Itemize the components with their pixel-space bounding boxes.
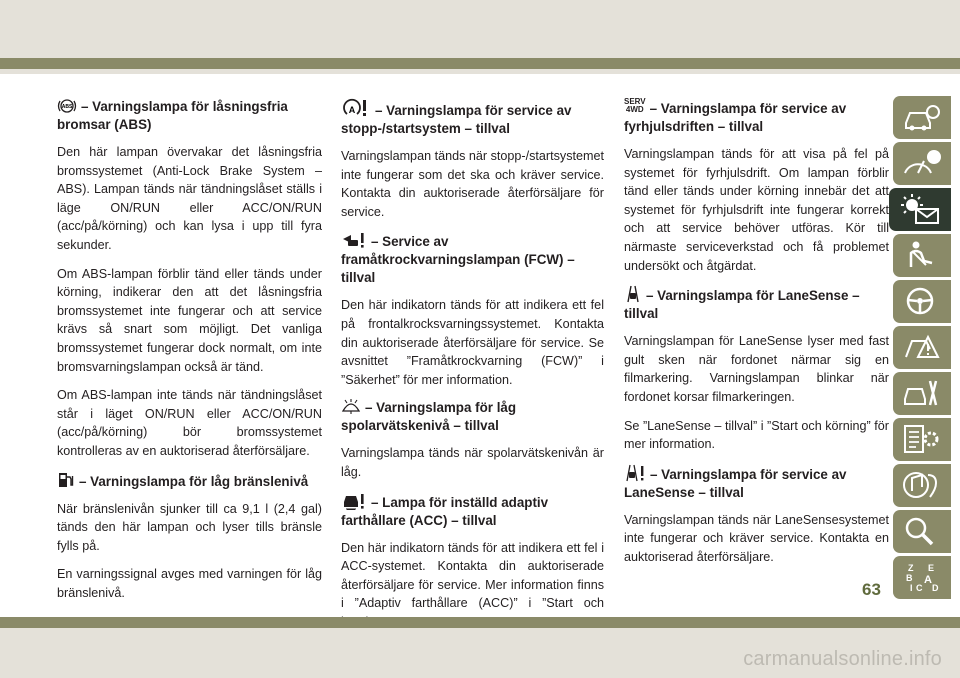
sidebar-tab-dashboard[interactable] (893, 142, 951, 185)
svg-text:A: A (348, 105, 356, 115)
serv-4wd-icon: SERV 4WD (624, 97, 646, 114)
sidebar-tab-lights-messages[interactable] (889, 188, 951, 231)
page-number: 63 (862, 580, 881, 599)
steering-wheel-icon (902, 285, 942, 317)
fuel-paragraph-2: En varningssignal avges med varningen för låg bränslenivå. (57, 567, 322, 600)
fcw-heading: – Service av framåtkrockvarningslampan (FCW) – tillval (341, 231, 604, 287)
fwd-heading: SERV 4WD – Varningslampa för service av fyrhjulsdriften – tillval (624, 97, 847, 134)
svg-text:E: E (928, 563, 935, 573)
sidebar-tab-emergency[interactable] (893, 326, 951, 369)
sidebar-tab-maintenance[interactable] (893, 372, 951, 415)
fuel-heading: – Varningslampa för låg bränslenivå (57, 471, 322, 491)
footer-stripe (0, 617, 960, 628)
fcw-paragraph-1: Den här indikatorn tänds för att indikera ett fel på frontalkrocksvarningssystemet. Kontakta din auktoriserade återförsäljare för service. Se avsnittet ”Framåtkrockvarning (FCW)” i ”Säkerhet” för mer information. (341, 298, 604, 387)
fwd-paragraph-1: Varningslampan tänds för att visa på fel på systemet för fyrhjulsdrift. Om lampan förblir tänd eller tänds under körning innebär det att systemet för fyrhjulsdrift inte fungerar korrekt och att service behöver utföras. Kör till närmaste serviceverkstad och få problemet undersökt och åtgärdat. (624, 147, 889, 273)
lanesense-service-icon (624, 464, 646, 482)
laneserv-paragraph-1: Varningslampan tänds när LaneSensesystemet inte fungerar och kräver service. Kontakta en auktoriserad återförsäljare. (624, 512, 889, 564)
abs-paragraph-3: Om ABS-lampan inte tänds när tändningslåset står i läget ON/RUN eller ACC/ON/RUN (acc/på/körning) bör bromssystemet kontrolleras av en auktoriserad återförsäljare. (57, 388, 322, 458)
lane-heading: – Varningslampa för LaneSense – tillval (624, 285, 889, 323)
svg-text:C: C (916, 583, 923, 593)
fuel-paragraph-1: När bränslenivån sjunker till ca 9,1 l (2,4 gal) tänds den här lampan och lyser tills bränsle fylls på. (57, 501, 322, 553)
adaptive-cruise-icon (341, 492, 367, 510)
column-1 (57, 98, 322, 612)
sidebar-tab-safety[interactable] (893, 234, 951, 277)
washer-fluid-icon (341, 399, 361, 415)
lanesense-icon (624, 285, 642, 303)
dashboard-warning-icon (902, 147, 942, 179)
car-tools-icon (902, 377, 942, 409)
sidebar-tab-driving[interactable] (893, 280, 951, 323)
laneserv-heading: – Varningslampa för service av LaneSense – tillval (624, 464, 889, 502)
music-nav-icon (902, 469, 942, 501)
svg-text:D: D (932, 583, 939, 593)
watermark-text: carmanualsonline.info (743, 648, 942, 670)
car-info-icon (902, 101, 942, 133)
warning-triangle-icon (902, 331, 942, 363)
abs-heading: ABS – Varningslampa för låsningsfria bromsar (ABS) (57, 99, 288, 132)
sidebar-tab-index[interactable] (893, 556, 951, 599)
acc-paragraph-1: Den här indikatorn tänds för att indikera ett fel i ACC-systemet. Kontakta din auktoriserade återförsäljare för service. Mer information finns i ”Adaptiv farthållare (ACC)” i ”Start och (341, 540, 604, 611)
sidebar-tab-multimedia[interactable] (893, 464, 951, 507)
stopstart-heading: A – Varningslampa för service av stopp-/startsystem – tillval (341, 98, 604, 138)
svg-text:A: A (924, 574, 932, 586)
forward-collision-icon (341, 231, 367, 249)
svg-text:Z: Z (908, 563, 914, 573)
light-envelope-icon (898, 193, 942, 225)
stopstart-paragraph-1: Varningslampan tänds när stopp-/startsystemet inte fungerar som det ska och kräver service. Kontakta din auktoriserade återförsäljare för service. (341, 149, 604, 219)
stop-start-warning-icon (341, 98, 371, 118)
washer-heading: – Varningslampa för låg spolarvätskenivå – tillval (341, 400, 517, 434)
search-icon (902, 515, 942, 547)
sidebar-tab-car-info[interactable] (893, 96, 951, 139)
alphabet-index-icon (902, 561, 942, 593)
acc-heading: – Lampa för inställd adaptiv farthållare (ACC) – tillval (341, 492, 604, 530)
svg-text:ABS: ABS (61, 104, 73, 110)
svg-text:I: I (910, 583, 913, 593)
abs-paragraph-2: Om ABS-lampan förblir tänd eller tänds under körning, indikerar den att det låsningsfria bromssystemet inte fungerar och att service krävs så snart som möjligt. Det vanliga bromssystemet fungerar dock normalt, om inte bromsvarningslampan också är tänd. (57, 266, 322, 374)
lane-paragraph-2: Se ”LaneSense – tillval” i ”Start och körning” för mer information. (624, 418, 889, 452)
lane-paragraph-1: Varningslampan för LaneSense lyser med fast gult sken när fordonet närmar sig en filmarkering. Varningslampan blinkar när fordonet korsar filmarkeringen. (624, 334, 889, 404)
sidebar-tab-search[interactable] (893, 510, 951, 553)
fuel-pump-icon (57, 471, 75, 489)
header-stripe (0, 58, 960, 69)
abs-icon (57, 98, 77, 114)
seatbelt-icon (902, 239, 942, 271)
svg-text:B: B (906, 573, 913, 583)
sidebar-tab-specifications[interactable] (893, 418, 951, 461)
washer-paragraph-1: Varningslampa tänds när spolarvätskenivån är låg. (341, 446, 604, 479)
column-2 (341, 98, 604, 642)
list-gear-icon (902, 423, 942, 455)
column-3 (624, 98, 889, 577)
abs-paragraph-1: Den här lampan övervakar det låsningsfria bromssystemet (Anti-Lock Brake System – ABS). Lampan tänds när tändningslåset ställs i läge ON/RUN eller ACC/ON/RUN (acc/på/körning) och kan lysa i upp till fyra sekunder. (57, 145, 322, 252)
